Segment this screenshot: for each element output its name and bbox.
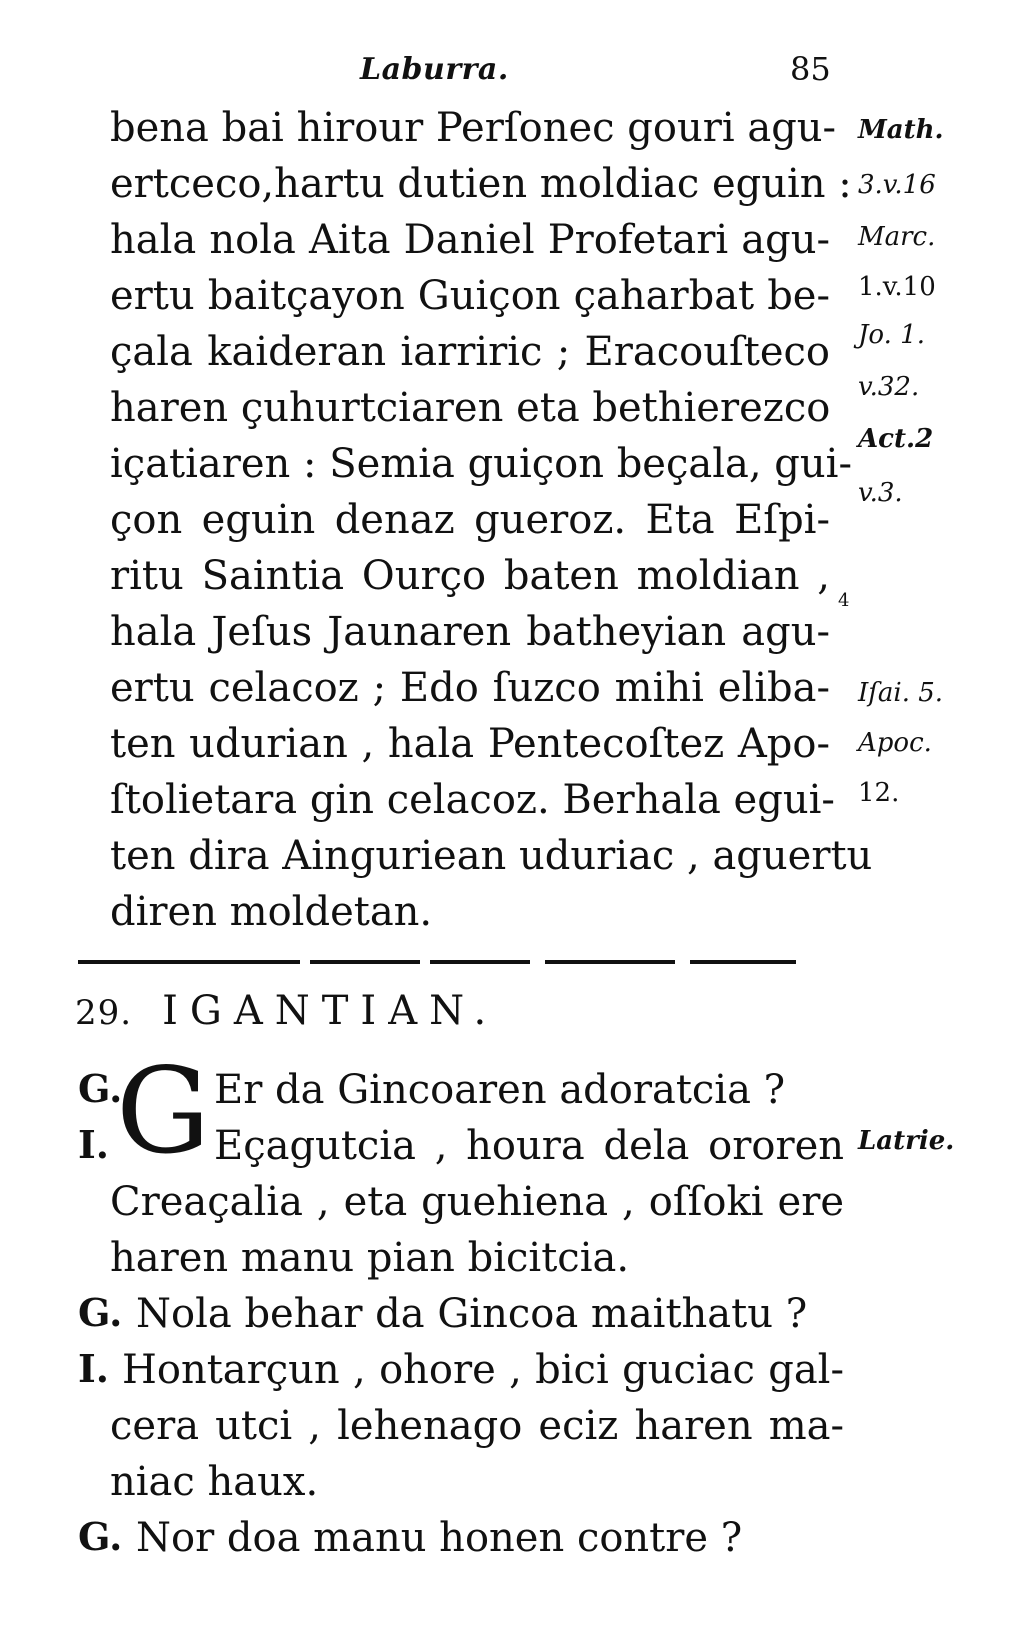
body-line: ten udurian , hala Pentecoſtez Apo- [110, 721, 830, 767]
margin-note: Iſai. 5. [858, 678, 944, 708]
body-line: ertu baitçayon Guiçon çaharbat be- [110, 273, 830, 319]
question-line: Nola behar da Gincoa maithatu ? [136, 1291, 808, 1337]
page-number: 85 [790, 50, 831, 88]
question-line: Er da Gincoaren adoratcia ? [214, 1067, 786, 1113]
margin-note: Marc. [858, 222, 936, 252]
body-line: ertu celacoz ; Edo ſuzco mihi eliba- [110, 665, 830, 711]
body-line: içatiaren : Semia guiçon beçala, gui- [110, 441, 852, 487]
body-line: ten dira Ainguriean uduriac , aguertu [110, 833, 873, 879]
body-line: ritu Saintia Ourço baten moldian , [110, 553, 830, 599]
body-line: çala kaideran iarriric ; Eracouſteco [110, 329, 830, 375]
margin-note: Latrie. [858, 1126, 955, 1156]
answer-line: niac haux. [110, 1459, 319, 1505]
margin-note: v.3. [858, 478, 903, 508]
running-head: Laburra. [360, 52, 509, 87]
section-number: 29. [75, 993, 133, 1033]
speaker-label: I. [78, 1122, 110, 1167]
drop-cap: G [116, 1042, 211, 1180]
margin-note: Act.2 [858, 424, 934, 454]
section-title: IGANTIAN. [162, 988, 499, 1034]
section-heading [75, 988, 498, 1034]
margin-note: Apoc. [858, 728, 932, 758]
answer-line: Eçagutcia , houra dela ororen [214, 1123, 844, 1169]
body-line: hala nola Aita Daniel Profetari agu- [110, 217, 830, 263]
speaker-label: G. [78, 1066, 123, 1111]
answer-line: Hontarçun , ohore , bici guciac gal- [122, 1347, 844, 1393]
body-line: ertceco,hartu dutien moldiac eguin : [110, 161, 852, 207]
margin-note: Jo. 1. [858, 320, 925, 350]
divider-segment [545, 960, 675, 964]
answer-line: haren manu pian bicitcia. [110, 1235, 630, 1281]
speaker-label: G. [78, 1514, 123, 1559]
body-line: haren çuhurtciaren eta bethierezco [110, 385, 831, 431]
divider-segment [310, 960, 420, 964]
answer-line: Creaçalia , eta guehiena , oſſoki ere [110, 1179, 844, 1225]
margin-note: Math. [858, 115, 944, 145]
body-line: diren moldetan. [110, 889, 433, 935]
body-line: ſtolietara gin celacoz. Berhala egui- [110, 777, 835, 823]
body-line: bena bai hirour Perſonec gouri agu- [110, 105, 837, 151]
answer-line: cera utci , lehenago eciz haren ma- [110, 1403, 844, 1449]
divider-segment [690, 960, 796, 964]
speaker-label: I. [78, 1346, 110, 1391]
body-line: çon eguin denaz gueroz. Eta Eſpi- [110, 497, 830, 543]
question-line: Nor doa manu honen contre ? [136, 1515, 743, 1561]
speaker-label: G. [78, 1290, 123, 1335]
margin-note: 4 [838, 590, 850, 611]
divider-segment [78, 960, 300, 964]
margin-note: 3.v.16 [858, 170, 936, 200]
margin-note: 1.v.10 [858, 272, 936, 302]
margin-note: 12. [858, 778, 900, 808]
divider-segment [430, 960, 530, 964]
margin-note: v.32. [858, 372, 920, 402]
body-line: hala Jeſus Jaunaren batheyian agu- [110, 609, 830, 655]
